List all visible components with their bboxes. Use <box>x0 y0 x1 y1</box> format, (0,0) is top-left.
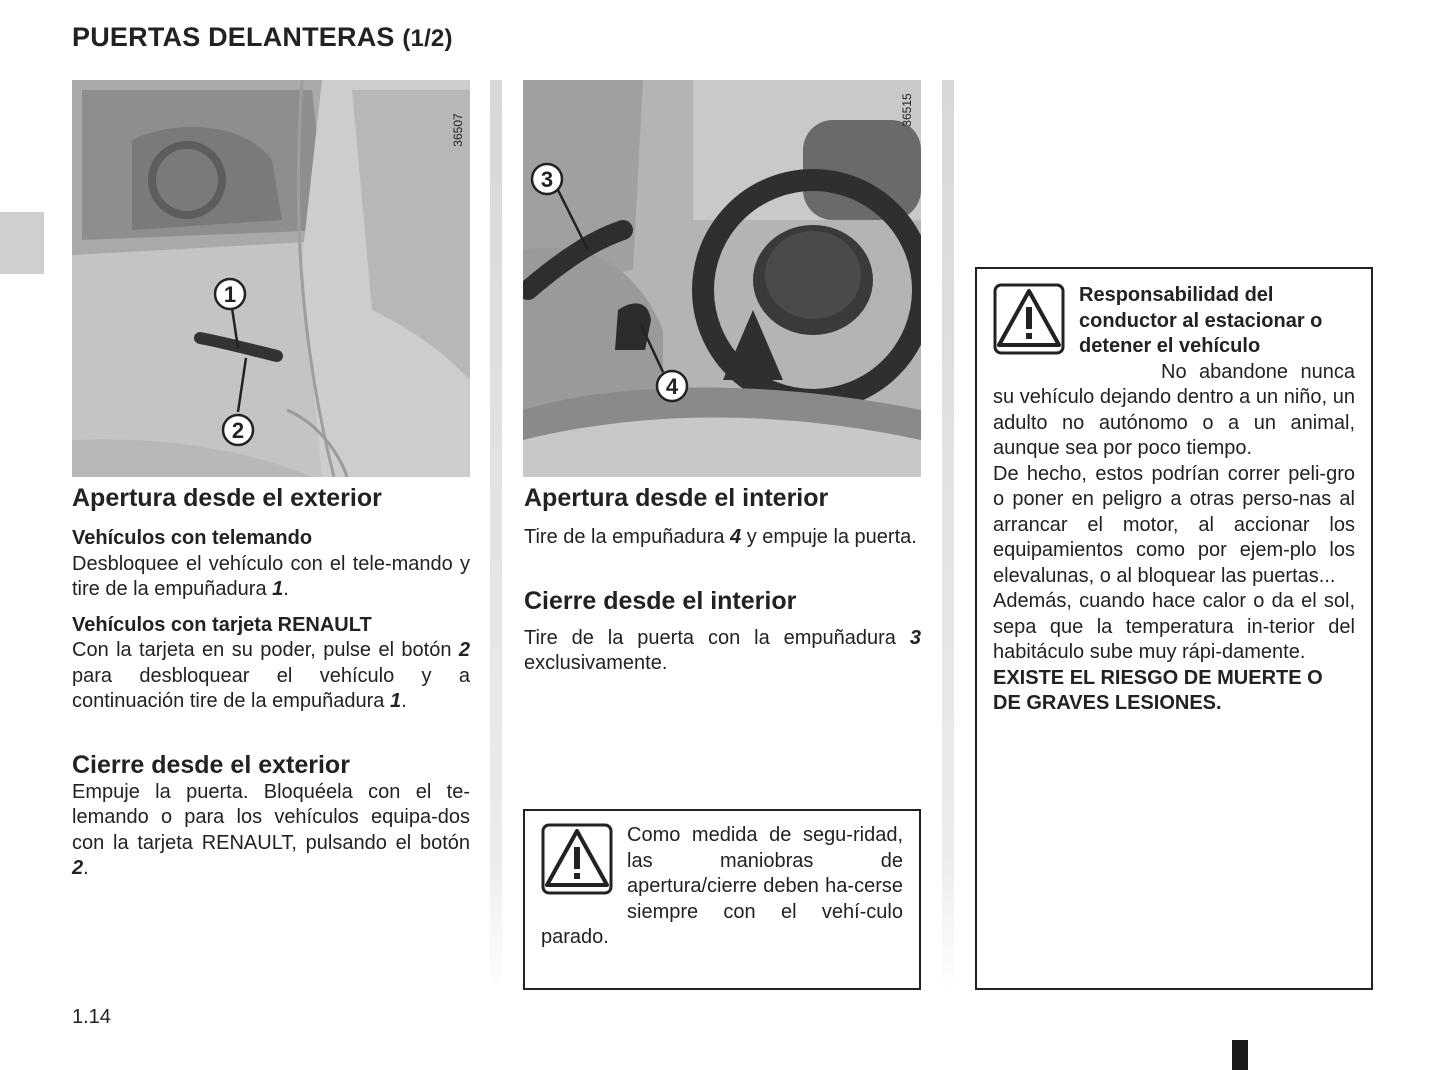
driver-responsibility-danger: EXISTE EL RIESGO DE MUERTE O DE GRAVES LESIONES. <box>993 666 1323 714</box>
column-interior <box>524 484 921 677</box>
paragraph-text: . <box>401 690 407 712</box>
figure-ref-number: 36515 <box>900 93 914 127</box>
ref-number: 3 <box>909 626 921 649</box>
driver-responsibility-paragraph-1: No abandone nunca su vehículo dejando dentro a un niño, un adulto no autónomo o a un animal, aunque sea por poco tiempo. <box>993 360 1355 459</box>
page-title <box>72 22 453 53</box>
interior-door-handle-illustration <box>523 80 921 477</box>
warning-triangle-icon <box>993 283 1065 355</box>
callout-1: 1 <box>223 282 237 307</box>
callout-4: 4 <box>665 374 679 399</box>
section-end-marker <box>1232 1040 1248 1070</box>
heading-closing-exterior: Cierre desde el exterior <box>72 750 350 779</box>
paragraph-text: Empuje la puerta. Bloquéela con el te-lemando o para los vehículos equipa-dos con la tarjeta RENAULT, pulsando el botón <box>72 780 470 854</box>
ref-number: 4 <box>730 526 742 548</box>
paragraph-closing-exterior <box>72 780 470 882</box>
driver-responsibility-box <box>975 267 1373 990</box>
heading-opening-interior: Apertura desde el interior <box>524 484 829 512</box>
chapter-tab <box>0 212 44 274</box>
paragraph-text: y empuje la puerta. <box>741 526 917 548</box>
subheading-renault-card: Vehículos con tarjeta RENAULT <box>72 613 372 636</box>
ref-number: 2 <box>458 639 470 661</box>
heading-closing-interior: Cierre desde el interior <box>524 586 797 615</box>
paragraph-text: Con la tarjeta en su poder, pulse el botón <box>72 639 459 661</box>
page-number: 1.14 <box>72 1006 111 1028</box>
ref-number: 1 <box>390 690 402 712</box>
paragraph-text: . <box>283 578 289 600</box>
warning-triangle-icon <box>541 823 613 895</box>
driver-responsibility-paragraph-2: De hecho, estos podrían correr peli-gro o poner en peligro a otras perso-nas al arrancar el motor, al accionar los equipamientos como por ejem-plo los elevalunas, o al bloquear las puertas... <box>993 462 1355 587</box>
paragraph-text: Tire de la empuñadura <box>524 526 731 548</box>
ref-number: 1 <box>272 578 284 600</box>
column-divider-right <box>942 80 954 990</box>
driver-responsibility-paragraph-3: Además, cuando hace calor o da el sol, sepa que la temperatura in-terior del habitáculo sube muy rápi-damente. <box>993 590 1355 663</box>
paragraph-opening-interior <box>524 525 921 551</box>
figure-ref-number: 36507 <box>451 113 465 147</box>
heading-opening-exterior: Apertura desde el exterior <box>72 484 382 512</box>
paragraph-text: Tire de la puerta con la empuñadura <box>524 626 910 649</box>
paragraph-text: Desbloquee el vehículo con el tele-mando y tire de la empuñadura <box>72 552 470 600</box>
page-title-text: PUERTAS DELANTERAS <box>72 22 395 52</box>
driver-responsibility-title: Responsabilidad del conductor al estacionar o detener el vehículo <box>1079 284 1323 357</box>
exterior-door-handle-illustration <box>72 80 470 477</box>
callout-2: 2 <box>231 418 245 443</box>
safety-warning-text: Como medida de segu-ridad, las maniobras de apertura/cierre deben ha-cerse siempre con el vehí-culo parado. <box>541 824 903 948</box>
callout-3: 3 <box>540 167 554 192</box>
paragraph-renault-card <box>72 638 470 715</box>
subheading-remote-control: Vehículos con telemando <box>72 527 313 549</box>
page-title-part: (1/2) <box>402 25 453 52</box>
paragraph-closing-interior <box>524 626 921 677</box>
paragraph-text: . <box>83 857 89 879</box>
paragraph-text: para desbloquear el vehículo y a continuación tire de la empuñadura <box>72 664 470 712</box>
column-exterior <box>72 484 470 882</box>
paragraph-remote-control <box>72 552 470 603</box>
safety-warning-box <box>523 809 921 990</box>
paragraph-text: exclusivamente. <box>524 652 668 674</box>
ref-number: 2 <box>72 857 84 879</box>
column-divider-left <box>490 80 502 990</box>
